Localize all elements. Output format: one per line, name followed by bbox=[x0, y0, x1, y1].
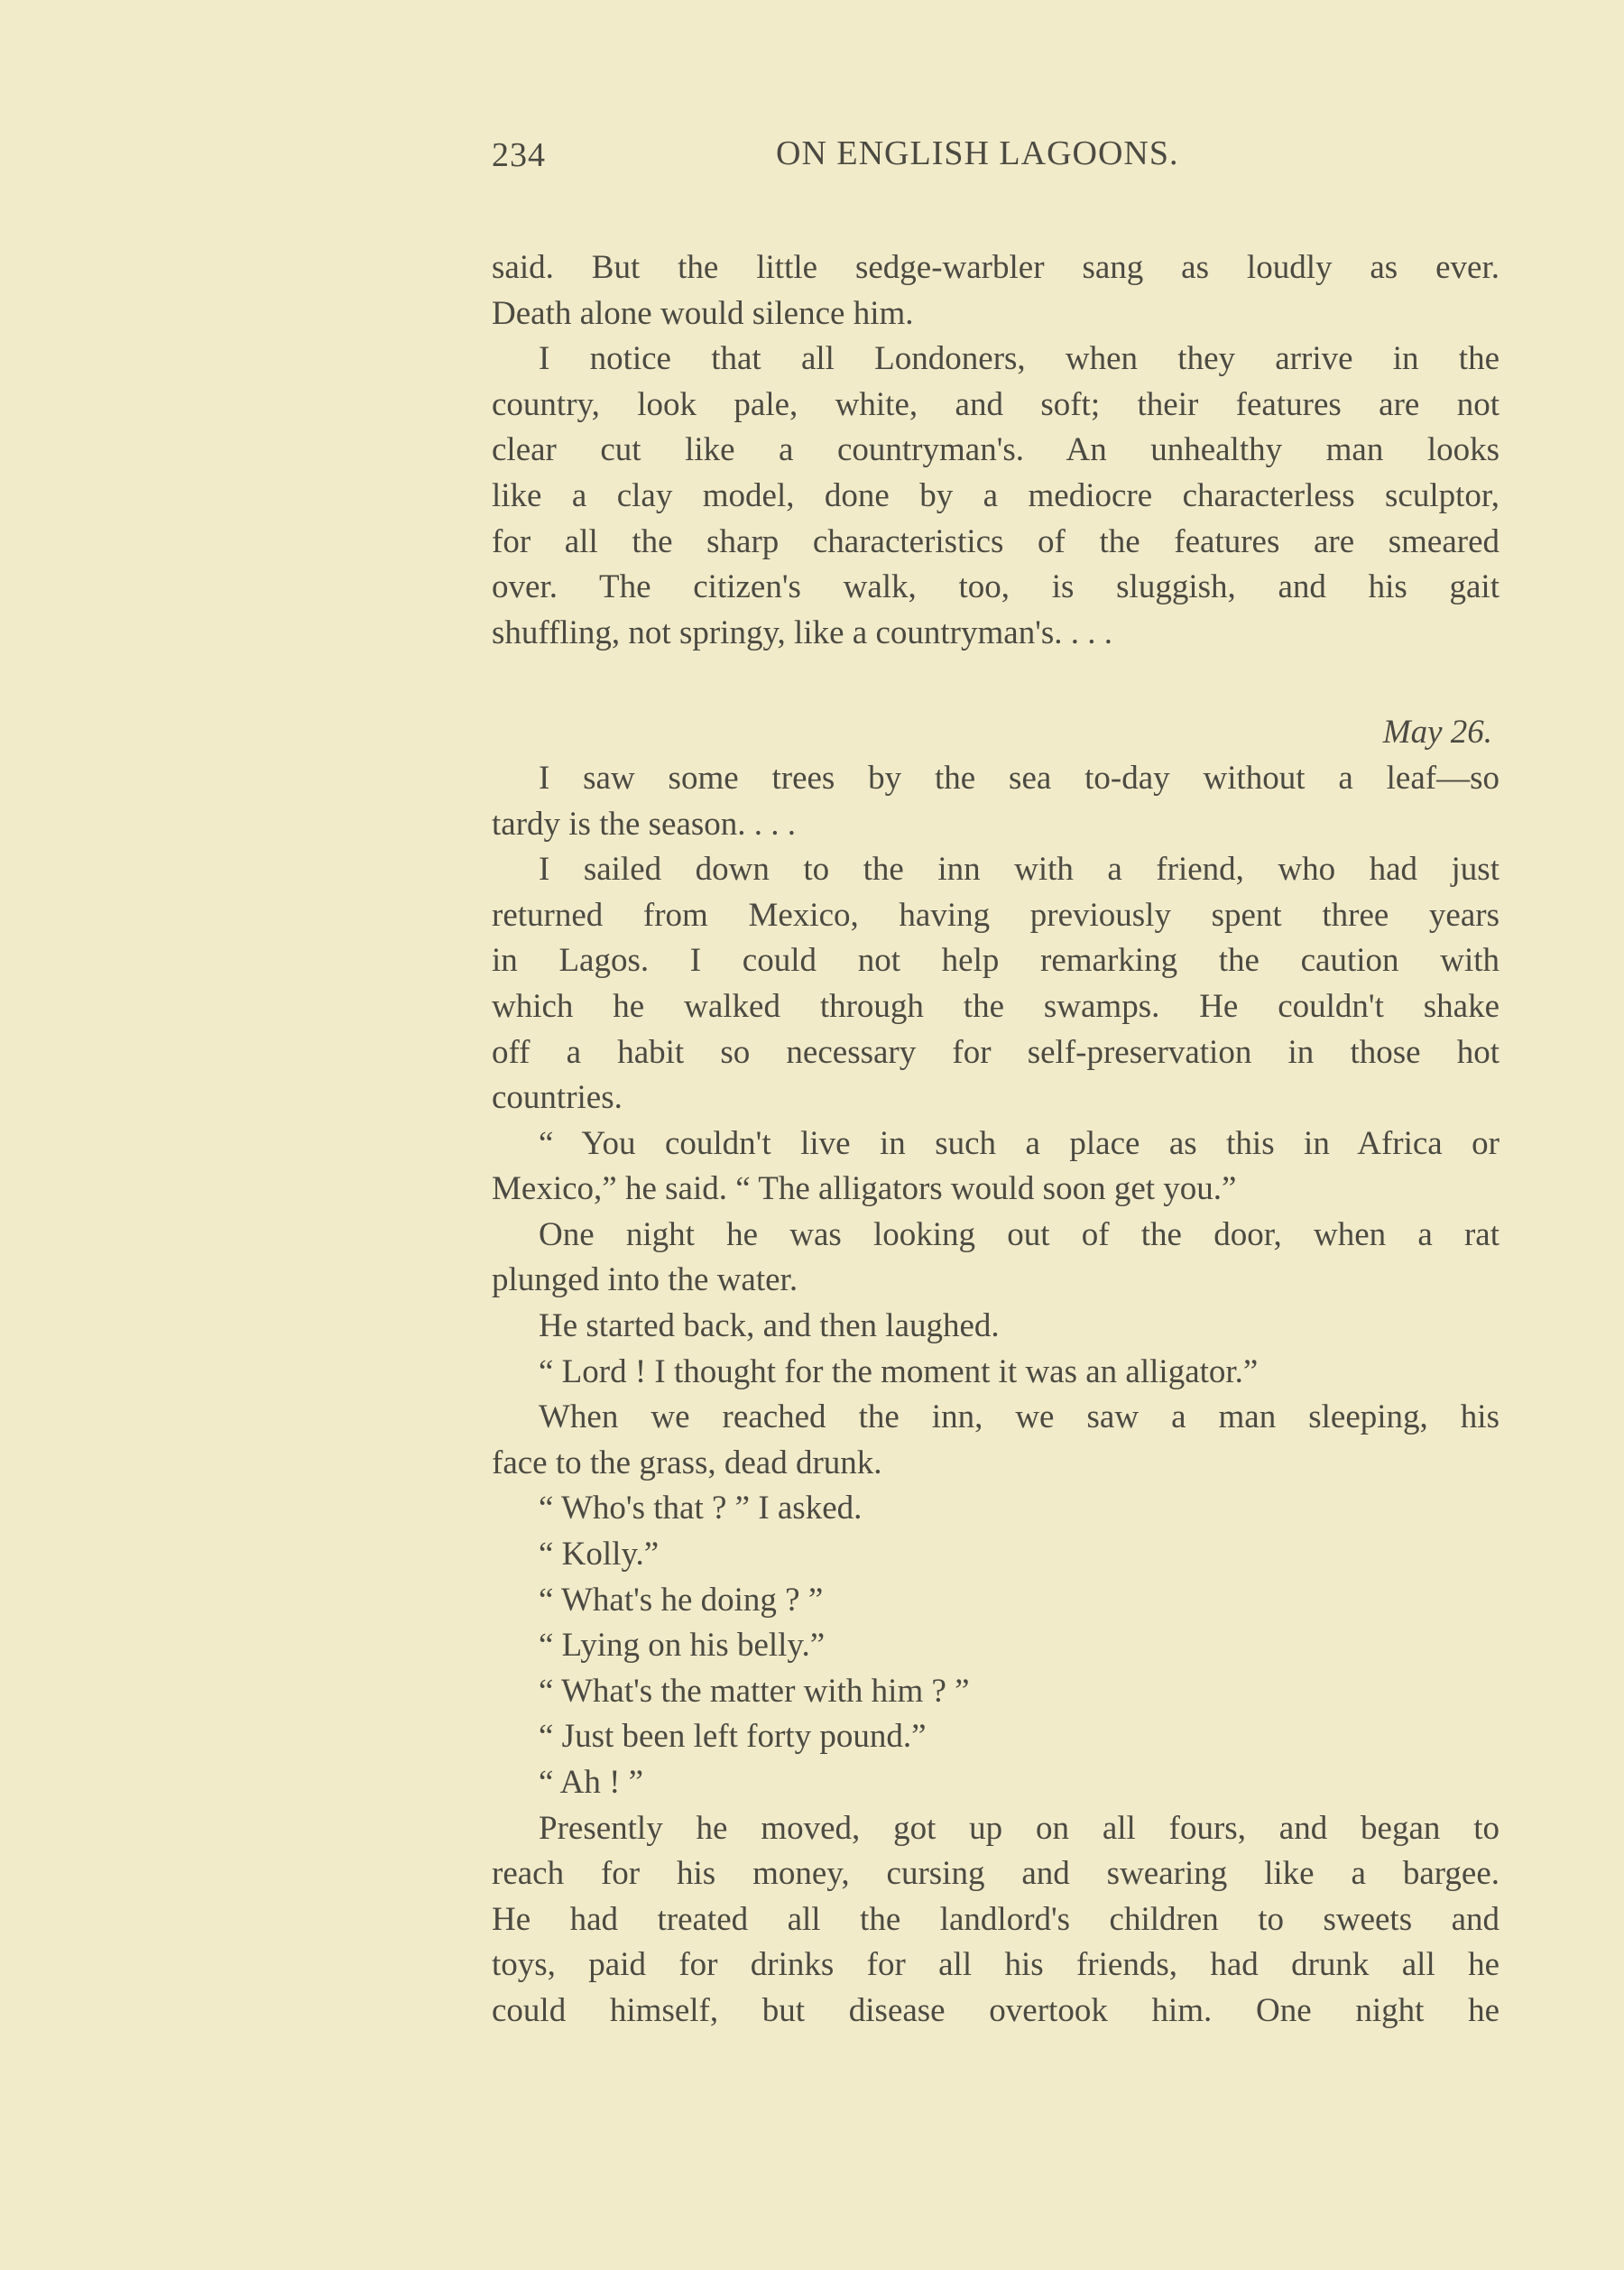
text-line: “ Kolly.” bbox=[539, 1536, 660, 1573]
text-line: “ You couldn't live in such a place as this in Africa or bbox=[539, 1124, 1499, 1162]
text-line: for all the sharp characteristics of the features are smeared bbox=[492, 522, 1499, 560]
page-number: 234 bbox=[492, 136, 546, 174]
text-line: countries. bbox=[492, 1079, 623, 1117]
text-line: returned from Mexico, having previously spent three years bbox=[492, 896, 1499, 934]
text-line: could himself, but disease overtook him. One night he bbox=[492, 1991, 1499, 2029]
text-line: Presently he moved, got up on all fours, and began to bbox=[539, 1809, 1499, 1847]
text-line: tardy is the season. . . . bbox=[492, 805, 797, 843]
text-line: “ What's the matter with him ? ” bbox=[539, 1672, 970, 1710]
text-line: He started back, and then laughed. bbox=[539, 1307, 1000, 1345]
text-line: country, look pale, white, and soft; their features are not bbox=[492, 385, 1499, 423]
text-line: I saw some trees by the sea to-day without a leaf—so bbox=[539, 759, 1499, 797]
text-line: When we reached the inn, we saw a man sleeping, his bbox=[539, 1398, 1499, 1436]
text-line: shuffling, not springy, like a countryman's. . . . bbox=[492, 614, 1113, 651]
text-line: I notice that all Londoners, when they arrive in the bbox=[539, 340, 1499, 378]
text-line: Mexico,” he said. “ The alligators would soon get you.” bbox=[492, 1170, 1237, 1208]
text-line: “ Just been left forty pound.” bbox=[539, 1718, 927, 1756]
page-header bbox=[492, 134, 1499, 184]
text-line: like a clay model, done by a mediocre characterless sculptor, bbox=[492, 476, 1499, 514]
running-title: ON ENGLISH LAGOONS. bbox=[776, 134, 1179, 172]
page-body bbox=[492, 245, 1499, 2035]
text-line: He had treated all the landlord's children to sweets and bbox=[492, 1900, 1499, 1938]
text-line: in Lagos. I could not help remarking the caution with bbox=[492, 942, 1499, 980]
text-line: “ Who's that ? ” I asked. bbox=[539, 1490, 863, 1527]
text-line: face to the grass, dead drunk. bbox=[492, 1444, 882, 1481]
text-section-2 bbox=[492, 756, 1499, 2035]
text-line: reach for his money, cursing and swearing like a bargee. bbox=[492, 1855, 1499, 1893]
text-line: off a habit so necessary for self-preservation in those hot bbox=[492, 1033, 1499, 1071]
text-line: clear cut like a countryman's. An unhealthy man looks bbox=[492, 431, 1499, 469]
text-line: “ Lord ! I thought for the moment it was an alligator.” bbox=[539, 1352, 1259, 1390]
text-line: “ Lying on his belly.” bbox=[539, 1627, 826, 1665]
text-line: plunged into the water. bbox=[492, 1261, 798, 1299]
text-line: Death alone would silence him. bbox=[492, 294, 914, 332]
text-line: One night he was looking out of the door, when a rat bbox=[539, 1215, 1499, 1253]
text-section-1 bbox=[492, 245, 1499, 656]
date-heading: May 26. bbox=[1382, 714, 1492, 752]
text-line: toys, paid for drinks for all his friends, had drunk all he bbox=[492, 1946, 1499, 1984]
text-line: over. The citizen's walk, too, is sluggish, and his gait bbox=[492, 568, 1499, 606]
text-line: I sailed down to the inn with a friend, who had just bbox=[539, 851, 1499, 889]
text-line: “ What's he doing ? ” bbox=[539, 1581, 824, 1619]
text-line: said. But the little sedge-warbler sang as loudly as ever. bbox=[492, 249, 1499, 286]
text-line: “ Ah ! ” bbox=[539, 1764, 644, 1801]
text-line: which he walked through the swamps. He couldn't shake bbox=[492, 987, 1499, 1025]
